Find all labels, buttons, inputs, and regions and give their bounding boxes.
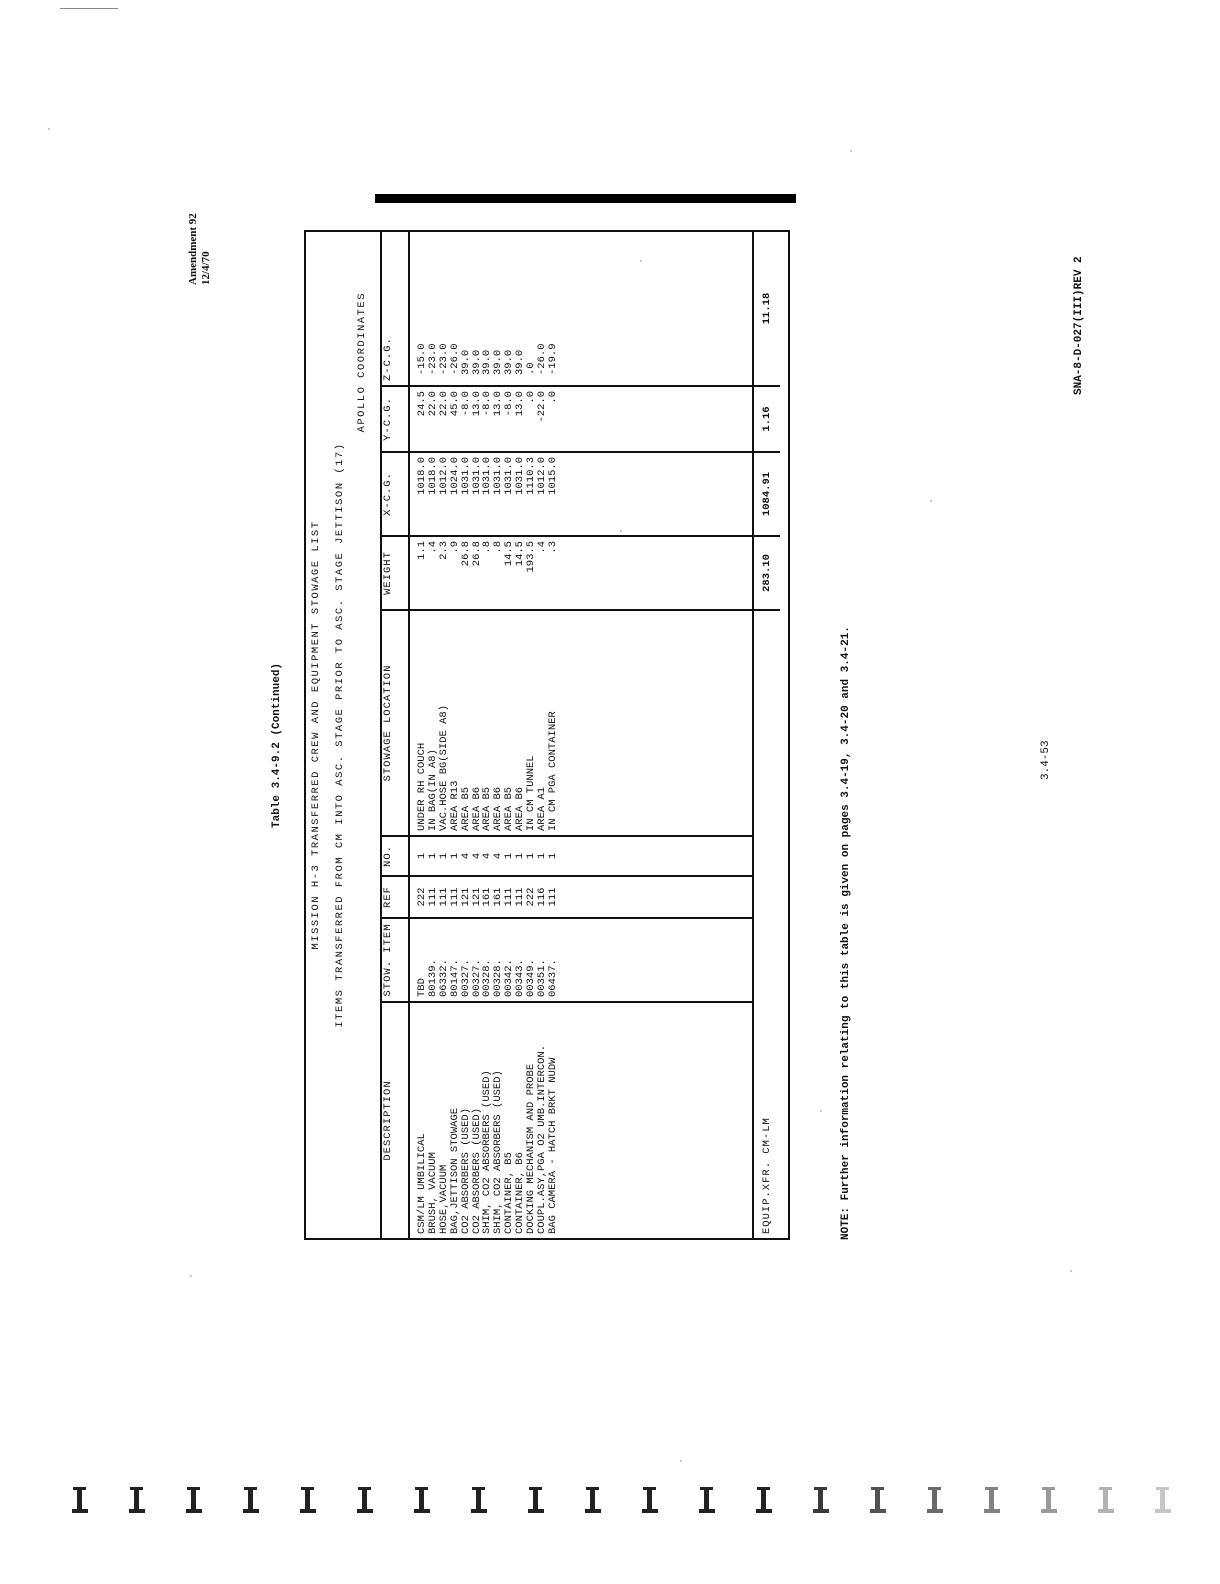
cell-ref: 161 (492, 887, 505, 907)
registration-mark (927, 1487, 943, 1513)
cell-location: AREA B5 (503, 786, 516, 831)
col-weight: WEIGHT (381, 536, 409, 610)
cell-y-cg: 13.0 (470, 391, 483, 417)
total-spacer (753, 918, 780, 1002)
cell-x-cg: 1031.0 (503, 457, 516, 495)
cell-z-cg: 39.0 (514, 349, 527, 375)
scan-speck (820, 1110, 822, 1112)
registration-mark (813, 1487, 829, 1513)
cell-no: 1 (448, 852, 461, 860)
amendment-date: 12/4/70 (200, 251, 212, 285)
cell-ref: 222 (525, 887, 538, 907)
document-number: SNA-8-D-027(III)REV 2 (1073, 256, 1085, 395)
scan-speck (620, 530, 622, 532)
registration-mark (414, 1487, 430, 1513)
total-spacer (753, 610, 780, 836)
cell-x-cg: 1031.0 (481, 457, 494, 495)
registration-mark (756, 1487, 772, 1513)
cell-z-cg: -26.0 (535, 343, 548, 375)
cell-y-cg: -8.0 (503, 391, 516, 417)
registration-mark (1155, 1487, 1171, 1513)
col-x-cg: X-C.G. (381, 452, 409, 536)
stowage-table (380, 232, 780, 1238)
cell-stow-item: 00328. (481, 959, 494, 997)
table-frame (304, 230, 790, 1240)
cell-x-cg: 1012.0 (535, 457, 548, 495)
cell-y-cg: -8.0 (459, 391, 472, 417)
cell-ref: 111 (503, 887, 516, 907)
cell-y-cg: 13.0 (492, 391, 505, 417)
page-number: 3.4-53 (1040, 740, 1052, 780)
cell-location: AREA B6 (492, 786, 505, 831)
cell-description: BRUSH, VACUUM (426, 1152, 439, 1234)
cell-weight: 2.3 (437, 541, 450, 560)
ref-column (409, 876, 753, 918)
location-column (409, 610, 753, 836)
cell-z-cg: .0 (525, 362, 538, 375)
cell-weight: .8 (481, 541, 494, 554)
y-cg-column (409, 386, 753, 452)
registration-mark (585, 1487, 601, 1513)
heavy-bar (375, 194, 796, 203)
cell-location: AREA B5 (459, 786, 472, 831)
cell-no: 4 (481, 852, 494, 860)
cell-ref: 111 (448, 887, 461, 907)
col-z-cg: Z-C.G. (381, 232, 409, 386)
cell-ref: 111 (426, 887, 439, 907)
cell-weight: 14.5 (514, 541, 527, 567)
cell-no: 1 (535, 852, 548, 860)
registration-mark (72, 1487, 88, 1513)
col-stow-item: STOW. ITEM (381, 918, 409, 1002)
cell-z-cg: -15.0 (416, 343, 428, 375)
cell-y-cg: 45.0 (448, 391, 461, 417)
cell-stow-item: 00327. (470, 959, 483, 997)
cell-weight: 193.5 (525, 541, 538, 573)
amendment-note (187, 213, 213, 285)
cell-ref: 111 (514, 887, 527, 907)
cell-location: AREA B5 (481, 786, 494, 831)
cell-z-cg: -23.0 (426, 343, 439, 375)
cell-z-cg: 39.0 (492, 349, 505, 375)
cell-ref: 161 (481, 887, 494, 907)
cell-x-cg: 1031.0 (492, 457, 505, 495)
cell-no: 1 (437, 852, 450, 860)
z-cg-column (409, 232, 753, 386)
cell-z-cg: -19.9 (546, 343, 559, 375)
table-note: NOTE: Further information relating to this table is given on pages 3.4-19, 3.4-20 and 3.4-21. (840, 626, 852, 1240)
scan-speck (850, 150, 852, 152)
cell-description: HOSE,VACUUM (437, 1164, 450, 1234)
cell-x-cg: 1031.0 (514, 457, 527, 495)
total-spacer (753, 876, 780, 918)
cell-no: 1 (503, 852, 516, 860)
cell-location: AREA R13 (448, 780, 461, 831)
table-body-row (409, 232, 753, 1238)
cell-location: IN CM TUNNEL (525, 755, 538, 831)
scan-speck (640, 260, 642, 262)
cell-y-cg: 13.0 (514, 391, 527, 417)
table-title: MISSION H-3 TRANSFERRED CREW AND EQUIPMENT STOWAGE LIST (310, 520, 322, 950)
cell-ref: 222 (416, 887, 428, 907)
cell-y-cg: .0 (525, 391, 538, 404)
total-weight: 283.10 (753, 536, 780, 610)
cell-stow-item: 00342. (503, 959, 516, 997)
cell-location: AREA A1 (535, 786, 548, 831)
scan-speck (190, 1275, 192, 1277)
cell-no: 1 (426, 852, 439, 860)
scan-speck (680, 1460, 682, 1462)
cell-stow-item: 00349. (525, 959, 538, 997)
cell-x-cg: 1018.0 (416, 457, 428, 495)
coordinates-label: APOLLO COORDINATES (356, 292, 368, 433)
col-no: NO. (381, 836, 409, 876)
cell-location: UNDER RH COUCH (416, 742, 428, 831)
total-z-cg: 11.18 (753, 232, 780, 386)
registration-mark (186, 1487, 202, 1513)
column-header-row (381, 232, 409, 1238)
table-subtitle: ITEMS TRANSFERRED FROM CM INTO ASC. STAGE PRIOR TO ASC. STAGE JETTISON (17) (334, 442, 346, 1028)
scan-line (60, 8, 118, 9)
cell-description: SHIM, CO2 ABSORBERS (USED) (481, 1070, 494, 1234)
cell-no: 4 (492, 852, 505, 860)
cell-no: 1 (514, 852, 527, 860)
description-column (409, 1002, 753, 1238)
cell-z-cg: -26.0 (448, 343, 461, 375)
col-y-cg: Y-C.G. (381, 386, 409, 452)
cell-z-cg: 39.0 (481, 349, 494, 375)
cell-weight: .4 (426, 541, 439, 554)
registration-mark (642, 1487, 658, 1513)
cell-weight: 14.5 (503, 541, 516, 567)
cell-stow-item: 06437. (546, 959, 559, 997)
cell-description: CO2 ABSORBERS (USED) (459, 1107, 472, 1234)
col-description: DESCRIPTION (381, 1002, 409, 1238)
cell-no: 1 (416, 852, 428, 860)
stow-item-column (409, 918, 753, 1002)
cell-stow-item: 00343. (514, 959, 527, 997)
cell-ref: 121 (470, 887, 483, 907)
cell-description: CONTAINER, B6 (514, 1152, 527, 1234)
cell-location: AREA B6 (470, 786, 483, 831)
col-ref: REF (381, 876, 409, 918)
cell-description: CSM/LM UMBILICAL (416, 1133, 428, 1234)
weight-column (409, 536, 753, 610)
total-spacer (753, 836, 780, 876)
registration-mark (1098, 1487, 1114, 1513)
cell-no: 4 (459, 852, 472, 860)
total-label: EQUIP.XFR. CM-LM (753, 1002, 780, 1238)
cell-weight: .8 (492, 541, 505, 554)
x-cg-column (409, 452, 753, 536)
cell-ref: 116 (535, 887, 548, 907)
cell-description: CO2 ABSORBERS (USED) (470, 1107, 483, 1234)
cell-y-cg: 22.0 (426, 391, 439, 417)
cell-x-cg: 1110.3 (525, 457, 538, 495)
cell-y-cg: 22.0 (437, 391, 450, 417)
cell-z-cg: -23.0 (437, 343, 450, 375)
cell-stow-item: 06332. (437, 959, 450, 997)
cell-location: IN CM PGA CONTAINER (546, 711, 559, 831)
cell-z-cg: 39.0 (459, 349, 472, 375)
cell-stow-item: 00327. (459, 959, 472, 997)
cell-z-cg: 39.0 (503, 349, 516, 375)
registration-mark (528, 1487, 544, 1513)
cell-stow-item: 00351. (535, 959, 548, 997)
stowage-table-panel (304, 230, 790, 1240)
cell-weight: 1.1 (416, 541, 428, 560)
cell-y-cg: .0 (546, 391, 559, 404)
cell-location: VAC.HOSE BG(SIDE A8) (437, 704, 450, 831)
scan-speck (48, 128, 50, 130)
cell-weight: .3 (546, 541, 559, 554)
cell-x-cg: 1031.0 (470, 457, 483, 495)
cell-x-cg: 1018.0 (426, 457, 439, 495)
cell-stow-item: 80147. (448, 959, 461, 997)
cell-stow-item: 00328. (492, 959, 505, 997)
registration-mark (699, 1487, 715, 1513)
total-y-cg: 1.16 (753, 386, 780, 452)
cell-ref: 121 (459, 887, 472, 907)
cell-y-cg: 24.5 (416, 391, 428, 417)
total-row (753, 232, 780, 1238)
cell-weight: 26.8 (459, 541, 472, 567)
cell-description: BAG,JETTISON STOWAGE (448, 1107, 461, 1234)
col-location: STOWAGE LOCATION (381, 610, 409, 836)
cell-weight: .4 (535, 541, 548, 554)
registration-mark (870, 1487, 886, 1513)
cell-description: DOCKING MECHANISM AND PROBE (525, 1063, 538, 1234)
table-caption: Table 3.4-9.2 (Continued) (271, 662, 283, 828)
cell-weight: .9 (448, 541, 461, 554)
no-column (409, 836, 753, 876)
registration-mark (984, 1487, 1000, 1513)
cell-ref: 111 (546, 887, 559, 907)
amendment-label: Amendment 92 (187, 213, 199, 285)
cell-no: 1 (525, 852, 538, 860)
registration-mark (243, 1487, 259, 1513)
cell-x-cg: 1012.0 (437, 457, 450, 495)
cell-location: IN BAG(IN A8) (426, 749, 439, 831)
registration-mark (1041, 1487, 1057, 1513)
cell-ref: 111 (437, 887, 450, 907)
scan-speck (930, 500, 932, 502)
registration-mark (129, 1487, 145, 1513)
cell-stow-item: TBD (416, 978, 428, 997)
registration-mark (357, 1487, 373, 1513)
cell-stow-item: 80139. (426, 959, 439, 997)
cell-x-cg: 1024.0 (448, 457, 461, 495)
cell-z-cg: 39.0 (470, 349, 483, 375)
total-x-cg: 1084.91 (753, 452, 780, 536)
cell-y-cg: -22.0 (535, 391, 548, 423)
cell-weight: 26.8 (470, 541, 483, 567)
cell-x-cg: 1031.0 (459, 457, 472, 495)
scan-speck (1070, 1270, 1072, 1272)
cell-no: 1 (546, 852, 559, 860)
registration-mark (300, 1487, 316, 1513)
cell-description: SHIM, CO2 ABSORBERS (USED) (492, 1070, 505, 1234)
cell-description: BAG CAMERA - HATCH BRKT NUDW (546, 1057, 559, 1234)
cell-x-cg: 1015.0 (546, 457, 559, 495)
cell-y-cg: -8.0 (481, 391, 494, 417)
registration-mark (471, 1487, 487, 1513)
cell-no: 4 (470, 852, 483, 860)
cell-location: AREA B6 (514, 786, 527, 831)
cell-description: CONTAINER, B5 (503, 1152, 516, 1234)
cell-description: COUPL.ASY,PGA O2 UMB.INTERCON. (535, 1044, 548, 1234)
